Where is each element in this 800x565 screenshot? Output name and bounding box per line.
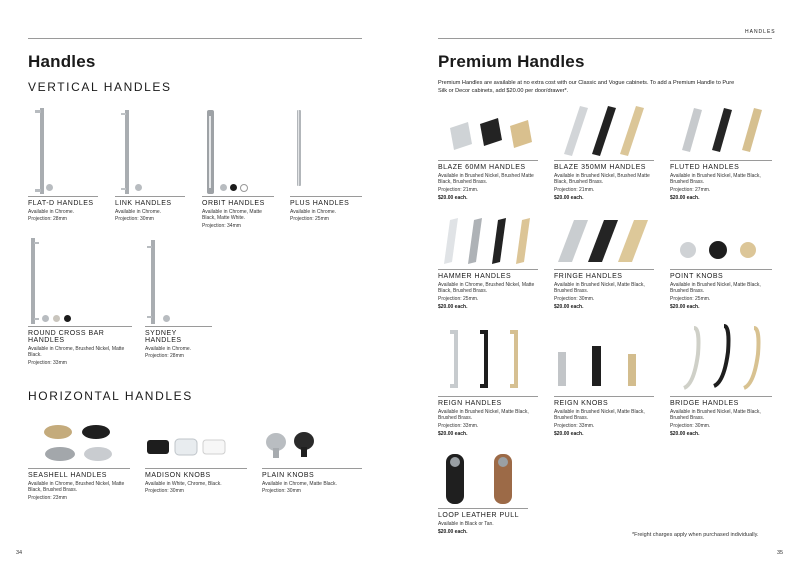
page-title: Handles (28, 52, 96, 71)
product-sydney[interactable] (145, 238, 212, 360)
reign-handles-image (438, 324, 538, 394)
fluted-image (670, 104, 772, 158)
product-blaze-350mm[interactable] (554, 104, 654, 201)
product-projection: Projection: 21mm. (554, 186, 595, 193)
product-point-knobs[interactable] (670, 214, 772, 310)
product-bridge[interactable] (670, 324, 772, 437)
product-name: POINT KNOBS (670, 273, 724, 280)
running-head: HANDLES (745, 29, 776, 35)
product-fluted[interactable] (670, 104, 772, 201)
orbit-image (202, 108, 274, 194)
product-round-cross-bar[interactable] (28, 238, 132, 366)
product-price: $20.00 each. (670, 430, 700, 437)
plain-knobs-image (262, 414, 362, 466)
product-projection: Projection: 33mm. (438, 422, 479, 429)
product-price: $20.00 each. (670, 303, 700, 310)
product-name: SYDNEY HANDLES (145, 330, 182, 344)
product-name: BLAZE 350MM HANDLES (554, 164, 646, 171)
product-name: FLUTED HANDLES (670, 164, 740, 171)
product-availability: Available in Brushed Nickel, Matte Black, Brushed Brass. (554, 409, 645, 422)
round-cross-bar-image (28, 238, 132, 324)
product-price: $20.00 each. (554, 430, 584, 437)
swatch-chrome (46, 184, 53, 191)
product-blaze-60mm[interactable] (438, 104, 538, 201)
product-reign-handles[interactable] (438, 324, 538, 437)
seashell-image (28, 414, 130, 466)
product-name: ORBIT HANDLES (202, 200, 265, 207)
product-availability: Available in Chrome. (145, 346, 192, 352)
swatch-black (64, 315, 71, 322)
swatch-chrome (135, 184, 142, 191)
product-projection: Projection: 21mm. (438, 186, 479, 193)
product-price: $20.00 each. (554, 303, 584, 310)
top-rule (438, 38, 772, 39)
loop-leather-pull-image (438, 450, 528, 506)
product-name: BRIDGE HANDLES (670, 400, 739, 407)
product-loop-leather-pull[interactable] (438, 450, 528, 535)
product-projection: Projection: 28mm (145, 353, 184, 360)
product-projection: Projection: 30mm (145, 488, 184, 495)
product-name: PLUS HANDLES (290, 200, 350, 207)
product-price: $20.00 each. (554, 194, 584, 201)
product-projection: Projection: 34mm (202, 222, 241, 229)
product-plain-knobs[interactable] (262, 414, 362, 495)
product-projection: Projection: 30mm. (554, 295, 595, 302)
swatch-chrome (42, 315, 49, 322)
madison-image (145, 414, 247, 466)
product-price: $20.00 each. (438, 303, 468, 310)
footnote: *Freight charges apply when purchased individually. (632, 532, 759, 538)
product-availability: Available in Black or Tan. (438, 521, 494, 527)
product-projection: Projection: 30mm. (670, 422, 711, 429)
swatch-black (230, 184, 237, 191)
product-name: REIGN HANDLES (438, 400, 502, 407)
intro-text: Premium Handles are available at no extra cost with our Classic and Vogue cabinets. To add a Premium Handle to Pure Silk or Decor cabinets, add $20.00 per door/drawer*. (438, 80, 735, 94)
swatch-chrome (220, 184, 227, 191)
product-seashell[interactable] (28, 414, 130, 501)
horizontal-heading: HORIZONTAL HANDLES (28, 389, 193, 403)
product-projection: Projection: 23mm (28, 494, 67, 501)
product-price: $20.00 each. (438, 529, 468, 536)
product-name: ROUND CROSS BAR HANDLES (28, 330, 105, 344)
vertical-heading: VERTICAL HANDLES (28, 80, 172, 94)
right-page (400, 0, 800, 565)
product-fringe[interactable] (554, 214, 654, 310)
link-image (115, 108, 185, 194)
reign-knobs-image (554, 324, 654, 394)
product-name: FRINGE HANDLES (554, 273, 623, 280)
blaze-60mm-image (438, 104, 538, 158)
product-projection: Projection: 25mm. (670, 295, 711, 302)
product-name: MADISON KNOBS (145, 472, 211, 479)
product-plus[interactable] (290, 108, 362, 223)
sydney-image (145, 238, 212, 324)
product-availability: Available in Chrome, Brushed Nickel, Matte Black. (28, 346, 125, 359)
product-projection: Projection: 33mm. (554, 422, 595, 429)
product-price: $20.00 each. (438, 194, 468, 201)
product-name: HAMMER HANDLES (438, 273, 512, 280)
top-rule (28, 38, 362, 39)
product-price: $20.00 each. (670, 194, 700, 201)
point-knobs-image (670, 214, 772, 267)
plus-image (290, 108, 362, 194)
product-name: PLAIN KNOBS (262, 472, 315, 479)
product-availability: Available in Chrome. (290, 209, 337, 215)
fringe-image (554, 214, 654, 267)
product-availability: Available in Brushed Nickel, Matte Black, Brushed Brass. (670, 409, 761, 422)
product-name: BLAZE 60MM HANDLES (438, 164, 526, 171)
product-availability: Available in Brushed Nickel, Matte Black, Brushed Brass. (554, 282, 645, 295)
product-projection: Projection: 28mm (28, 216, 67, 223)
product-availability: Available in Chrome, Matte Black. (262, 481, 337, 487)
product-availability: Available in Brushed Nickel, Brushed Matte Black, Brushed Brass. (438, 173, 534, 186)
product-availability: Available in Brushed Nickel, Matte Black, Brushed Brass. (438, 409, 529, 422)
product-price: $20.00 each. (438, 430, 468, 437)
product-link[interactable] (115, 108, 185, 223)
product-availability: Available in Brushed Nickel, Matte Black, Brushed Brass. (670, 282, 761, 295)
page-title: Premium Handles (438, 52, 585, 71)
product-projection: Projection: 25mm. (438, 295, 479, 302)
hammer-image (438, 214, 538, 267)
page-number: 34 (16, 550, 23, 556)
product-hammer[interactable] (438, 214, 538, 310)
product-availability: Available in Brushed Nickel, Matte Black, Brushed Brass. (670, 173, 761, 186)
product-availability: Available in Chrome. (115, 209, 162, 215)
product-flat-d[interactable] (28, 108, 98, 223)
product-availability: Available in Chrome, Brushed Nickel, Matte Black, Brushed Brass. (28, 481, 125, 494)
product-projection: Projection: 27mm. (670, 186, 711, 193)
product-name: LOOP LEATHER PULL (438, 512, 519, 519)
bridge-image (670, 324, 772, 394)
product-projection: Projection: 30mm (115, 216, 154, 223)
product-availability: Available in Chrome, Brushed Nickel, Matte Black, Brushed Brass. (438, 282, 535, 295)
product-madison[interactable] (145, 414, 247, 495)
product-availability: Available in White, Chrome, Black. (145, 481, 222, 487)
product-name: REIGN KNOBS (554, 400, 609, 407)
product-availability: Available in Chrome. (28, 209, 75, 215)
product-availability: Available in Brushed Nickel, Brushed Matte Black, Brushed Brass. (554, 173, 650, 186)
product-projection: Projection: 30mm (262, 488, 301, 495)
product-orbit[interactable] (202, 108, 274, 229)
swatch-nickel (53, 315, 60, 322)
product-projection: Projection: 25mm (290, 216, 329, 223)
page-number: 35 (777, 550, 784, 556)
product-availability: Available in Chrome, Matte Black, Matte White. (202, 209, 262, 222)
swatch-white (240, 184, 248, 192)
swatch-chrome (163, 315, 170, 322)
product-projection: Projection: 33mm (28, 359, 67, 366)
product-name: SEASHELL HANDLES (28, 472, 107, 479)
blaze-350mm-image (554, 104, 654, 158)
product-name: FLAT-D HANDLES (28, 200, 94, 207)
product-reign-knobs[interactable] (554, 324, 654, 437)
flat-d-image (28, 108, 98, 194)
product-name: LINK HANDLES (115, 200, 172, 207)
